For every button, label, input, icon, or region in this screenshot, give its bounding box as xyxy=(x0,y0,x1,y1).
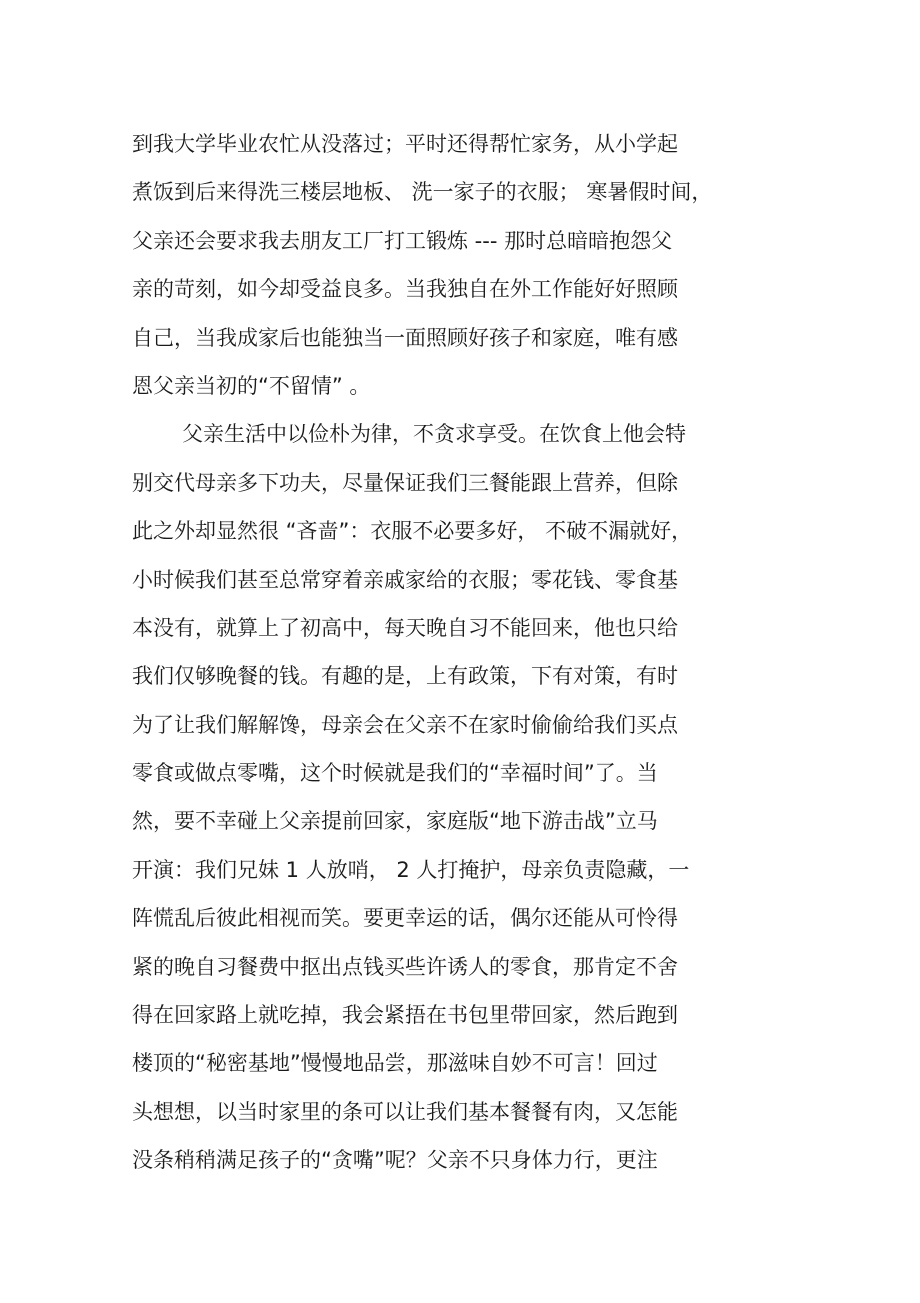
text-line: 零食或做点零嘴，这个时候就是我们的“幸福时间”了。当 xyxy=(132,761,658,786)
text-line: 到我大学毕业农忙从没落过；平时还得帮忙家务，从小学起 xyxy=(132,132,678,156)
text-line: 小时候我们甚至总常穿着亲戚家给的衣服；零花钱、零食基 xyxy=(132,567,678,592)
text-line: 然，要不幸碰上父亲提前回家，家庭版“地下游击战”立马 xyxy=(132,809,658,834)
text-line: 楼顶的“秘密基地”慢慢地品尝，那滋味自妙不可言！回过 xyxy=(132,1051,658,1076)
text-line: 为了让我们解解馋，母亲会在父亲不在家时偷偷给我们买点 xyxy=(132,712,678,737)
text-line: 亲的苛刻，如今却受益良多。当我独自在外工作能好好照顾 xyxy=(132,277,678,302)
text-line: 得在回家路上就吃掉，我会紧捂在书包里带回家，然后跑到 xyxy=(132,1003,678,1028)
body-text xyxy=(132,120,722,1185)
text-line: 别交代母亲多下功夫，尽量保证我们三餐能跟上营养，但除 xyxy=(132,470,678,495)
text-line: 父亲还会要求我去朋友工厂打工锻炼 --- 那时总暗暗抱怨父 xyxy=(132,228,673,253)
text-line: 头想想，以当时家里的条可以让我们基本餐餐有肉，又怎能 xyxy=(132,1099,678,1124)
text-line: 阵慌乱后彼此相视而笑。要更幸运的话，偶尔还能从可怜得 xyxy=(132,906,678,931)
text-line: 本没有，就算上了初高中，每天晚自习不能回来，他也只给 xyxy=(132,615,678,640)
text-line: 没条稍稍满足孩子的“贪嘴”呢？父亲不只身体力行，更注 xyxy=(132,1148,658,1173)
text-line: 我们仅够晚餐的钱。有趣的是，上有政策，下有对策，有时 xyxy=(132,664,678,689)
text-line: 开演：我们兄妹 1 人放哨， 2 人打掩护，母亲负责隐藏，一 xyxy=(132,857,690,882)
text-line: 此之外却显然很 “吝啬”：衣服不必要多好， 不破不漏就好， xyxy=(132,519,693,544)
text-line: 煮饭到后来得洗三楼层地板、 洗一家子的衣服； 寒暑假时间， xyxy=(132,180,713,205)
text-line: 自己，当我成家后也能独当一面照顾好孩子和家庭，唯有感 xyxy=(132,325,678,350)
text-line: 恩父亲当初的“不留情” 。 xyxy=(132,373,371,398)
paragraph-start-line: 父亲生活中以俭朴为律，不贪求享受。在饮食上他会特 xyxy=(182,422,686,447)
text-line: 紧的晚自习餐费中抠出点钱买些许诱人的零食，那肯定不舍 xyxy=(132,954,678,979)
